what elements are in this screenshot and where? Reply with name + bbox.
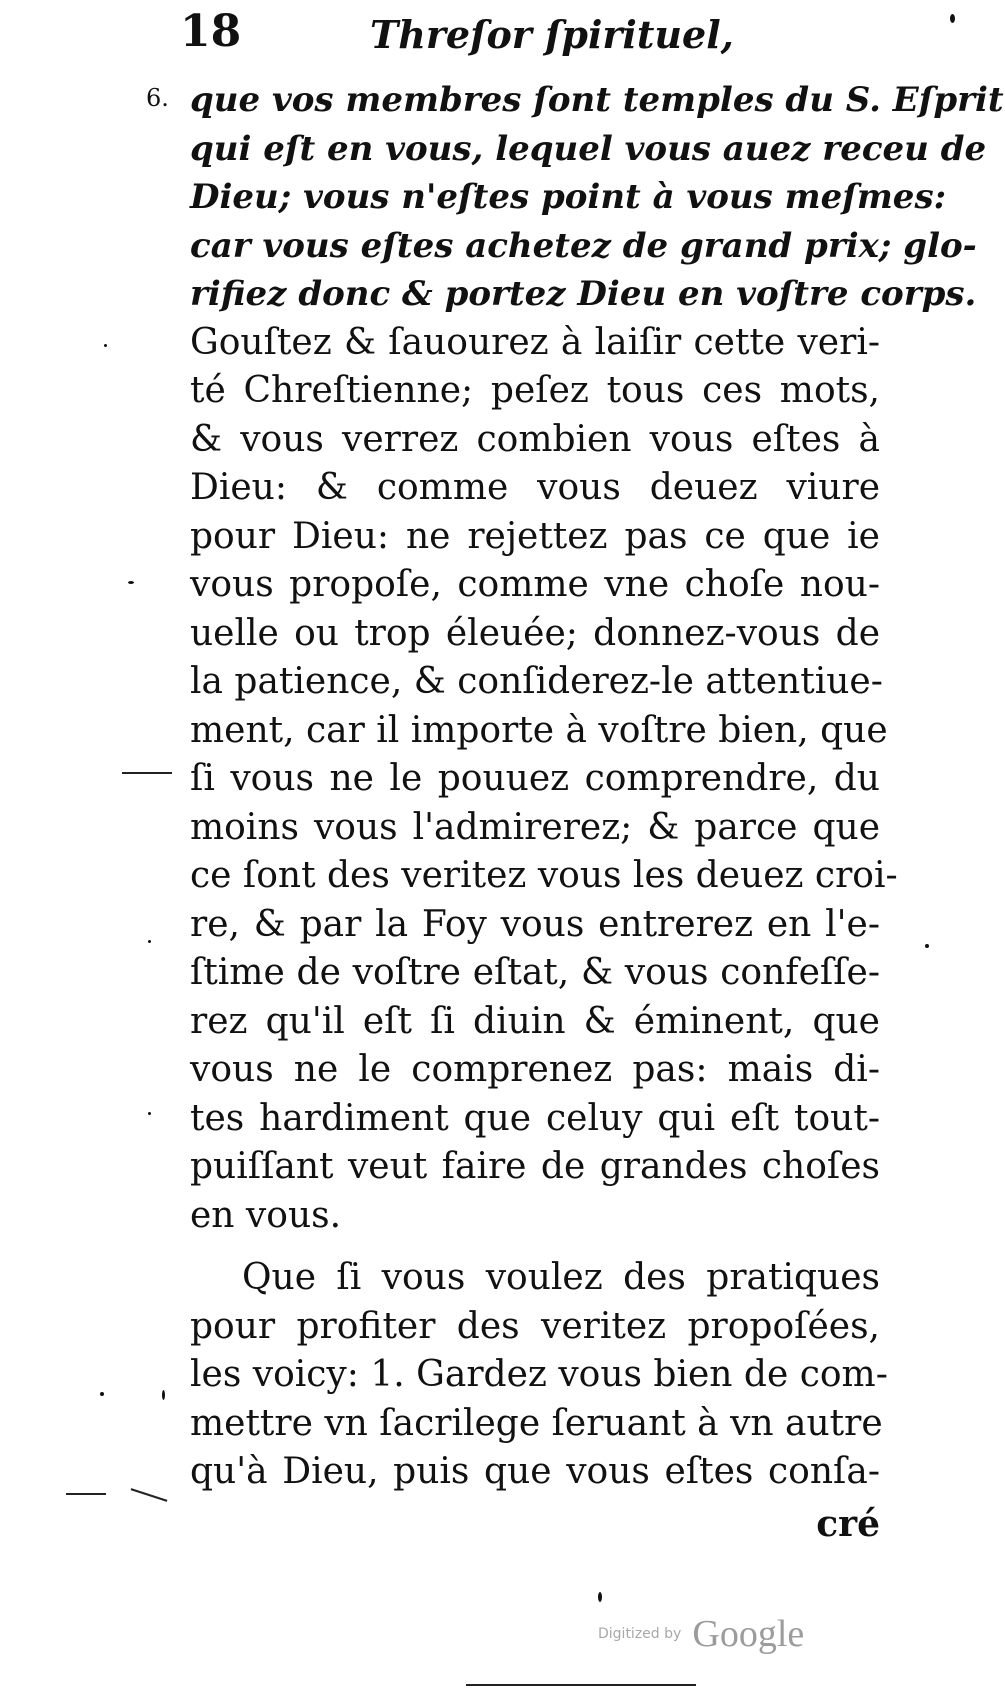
text-line: té Chreſtienne; peſez tous ces mots,	[190, 370, 880, 411]
italic-line: Dieu; vous n'eſtes point à vous meſmes:	[190, 177, 947, 217]
scan-speck	[162, 1390, 165, 1400]
scan-speck	[148, 940, 151, 943]
google-logo-text: Google	[692, 1613, 805, 1655]
margin-rule	[122, 772, 172, 774]
margin-rule	[131, 1488, 168, 1502]
catchword: cré	[816, 1502, 880, 1545]
scan-speck	[598, 1592, 602, 1602]
italic-line: rifiez donc & portez Dieu en voſtre corps.	[190, 274, 977, 314]
italic-line: qui eſt en vous, lequel vous auez receu de	[190, 128, 987, 169]
text-line: ce ſont des veritez vous les deuez croi-	[190, 855, 898, 896]
digitized-label: Digitized by	[598, 1626, 682, 1642]
scan-speck	[100, 1392, 104, 1396]
scan-speck	[950, 14, 955, 23]
scan-speck	[128, 581, 134, 584]
page-number: 18	[180, 6, 242, 57]
text-line: Dieu: & comme vous deuez viure	[190, 467, 880, 508]
text-line: re, & par la Foy vous entrerez en l'e-	[190, 903, 880, 945]
page-header	[180, 6, 734, 68]
scan-speck	[104, 344, 107, 347]
margin-rule	[466, 1684, 696, 1686]
text-line: Gouſtez & ſauourez à laiſir cette veri-	[190, 321, 880, 363]
text-line: Que ſi vous voulez des pratiques	[242, 1257, 880, 1298]
text-line: qu'à Dieu, puis que vous eſtes conſa-	[190, 1451, 880, 1492]
text-line: vous propoſe, comme vne choſe nou-	[190, 564, 880, 605]
text-line: pour Dieu: ne rejettez pas ce que ie	[190, 515, 880, 557]
text-line: ment, car il importe à voſtre bien, que	[190, 709, 888, 751]
text-line: en vous.	[190, 1194, 342, 1236]
text-line: pour profiter des veritez propoſées,	[190, 1305, 880, 1347]
text-line: vous ne le comprenez pas: mais di-	[190, 1049, 880, 1090]
scan-speck	[925, 944, 929, 948]
body-text	[190, 76, 1004, 1551]
google-watermark	[598, 1612, 804, 1656]
text-line: & vous verrez combien vous eſtes à	[190, 418, 880, 460]
text-line: uelle ou trop éleuée; donnez-vous de	[190, 612, 880, 654]
margin-rule	[66, 1493, 106, 1495]
text-line: la patience, & conſiderez-le attentiue-	[190, 661, 883, 702]
text-line: ſi vous ne le pouuez comprendre, du	[190, 758, 880, 799]
text-line: puiſſant veut faire de grandes choſes	[190, 1146, 880, 1187]
text-line: mettre vn ſacrilege ſeruant à vn autre	[190, 1402, 883, 1444]
text-line: moins vous l'admirerez; & parce que	[190, 806, 880, 848]
running-title: Threſor ſpirituel,	[370, 12, 734, 57]
margin-note: 6.	[146, 84, 169, 112]
text-line: rez qu'il eſt ſi diuin & éminent, que	[190, 1000, 880, 1042]
text-line: les voicy: 1. Gardez vous bien de com-	[190, 1354, 888, 1395]
italic-line: que vos membres ſont temples du S. Eſprit	[190, 80, 1004, 120]
text-line: tes hardiment que celuy qui eſt tout-	[190, 1097, 880, 1139]
text-line: ſtime de voſtre eſtat, & vous confeſſe-	[190, 952, 880, 993]
paragraph-gap	[190, 1240, 880, 1254]
scan-speck	[148, 1112, 151, 1115]
italic-line: car vous eſtes achetez de grand prix; glo-	[190, 225, 977, 266]
